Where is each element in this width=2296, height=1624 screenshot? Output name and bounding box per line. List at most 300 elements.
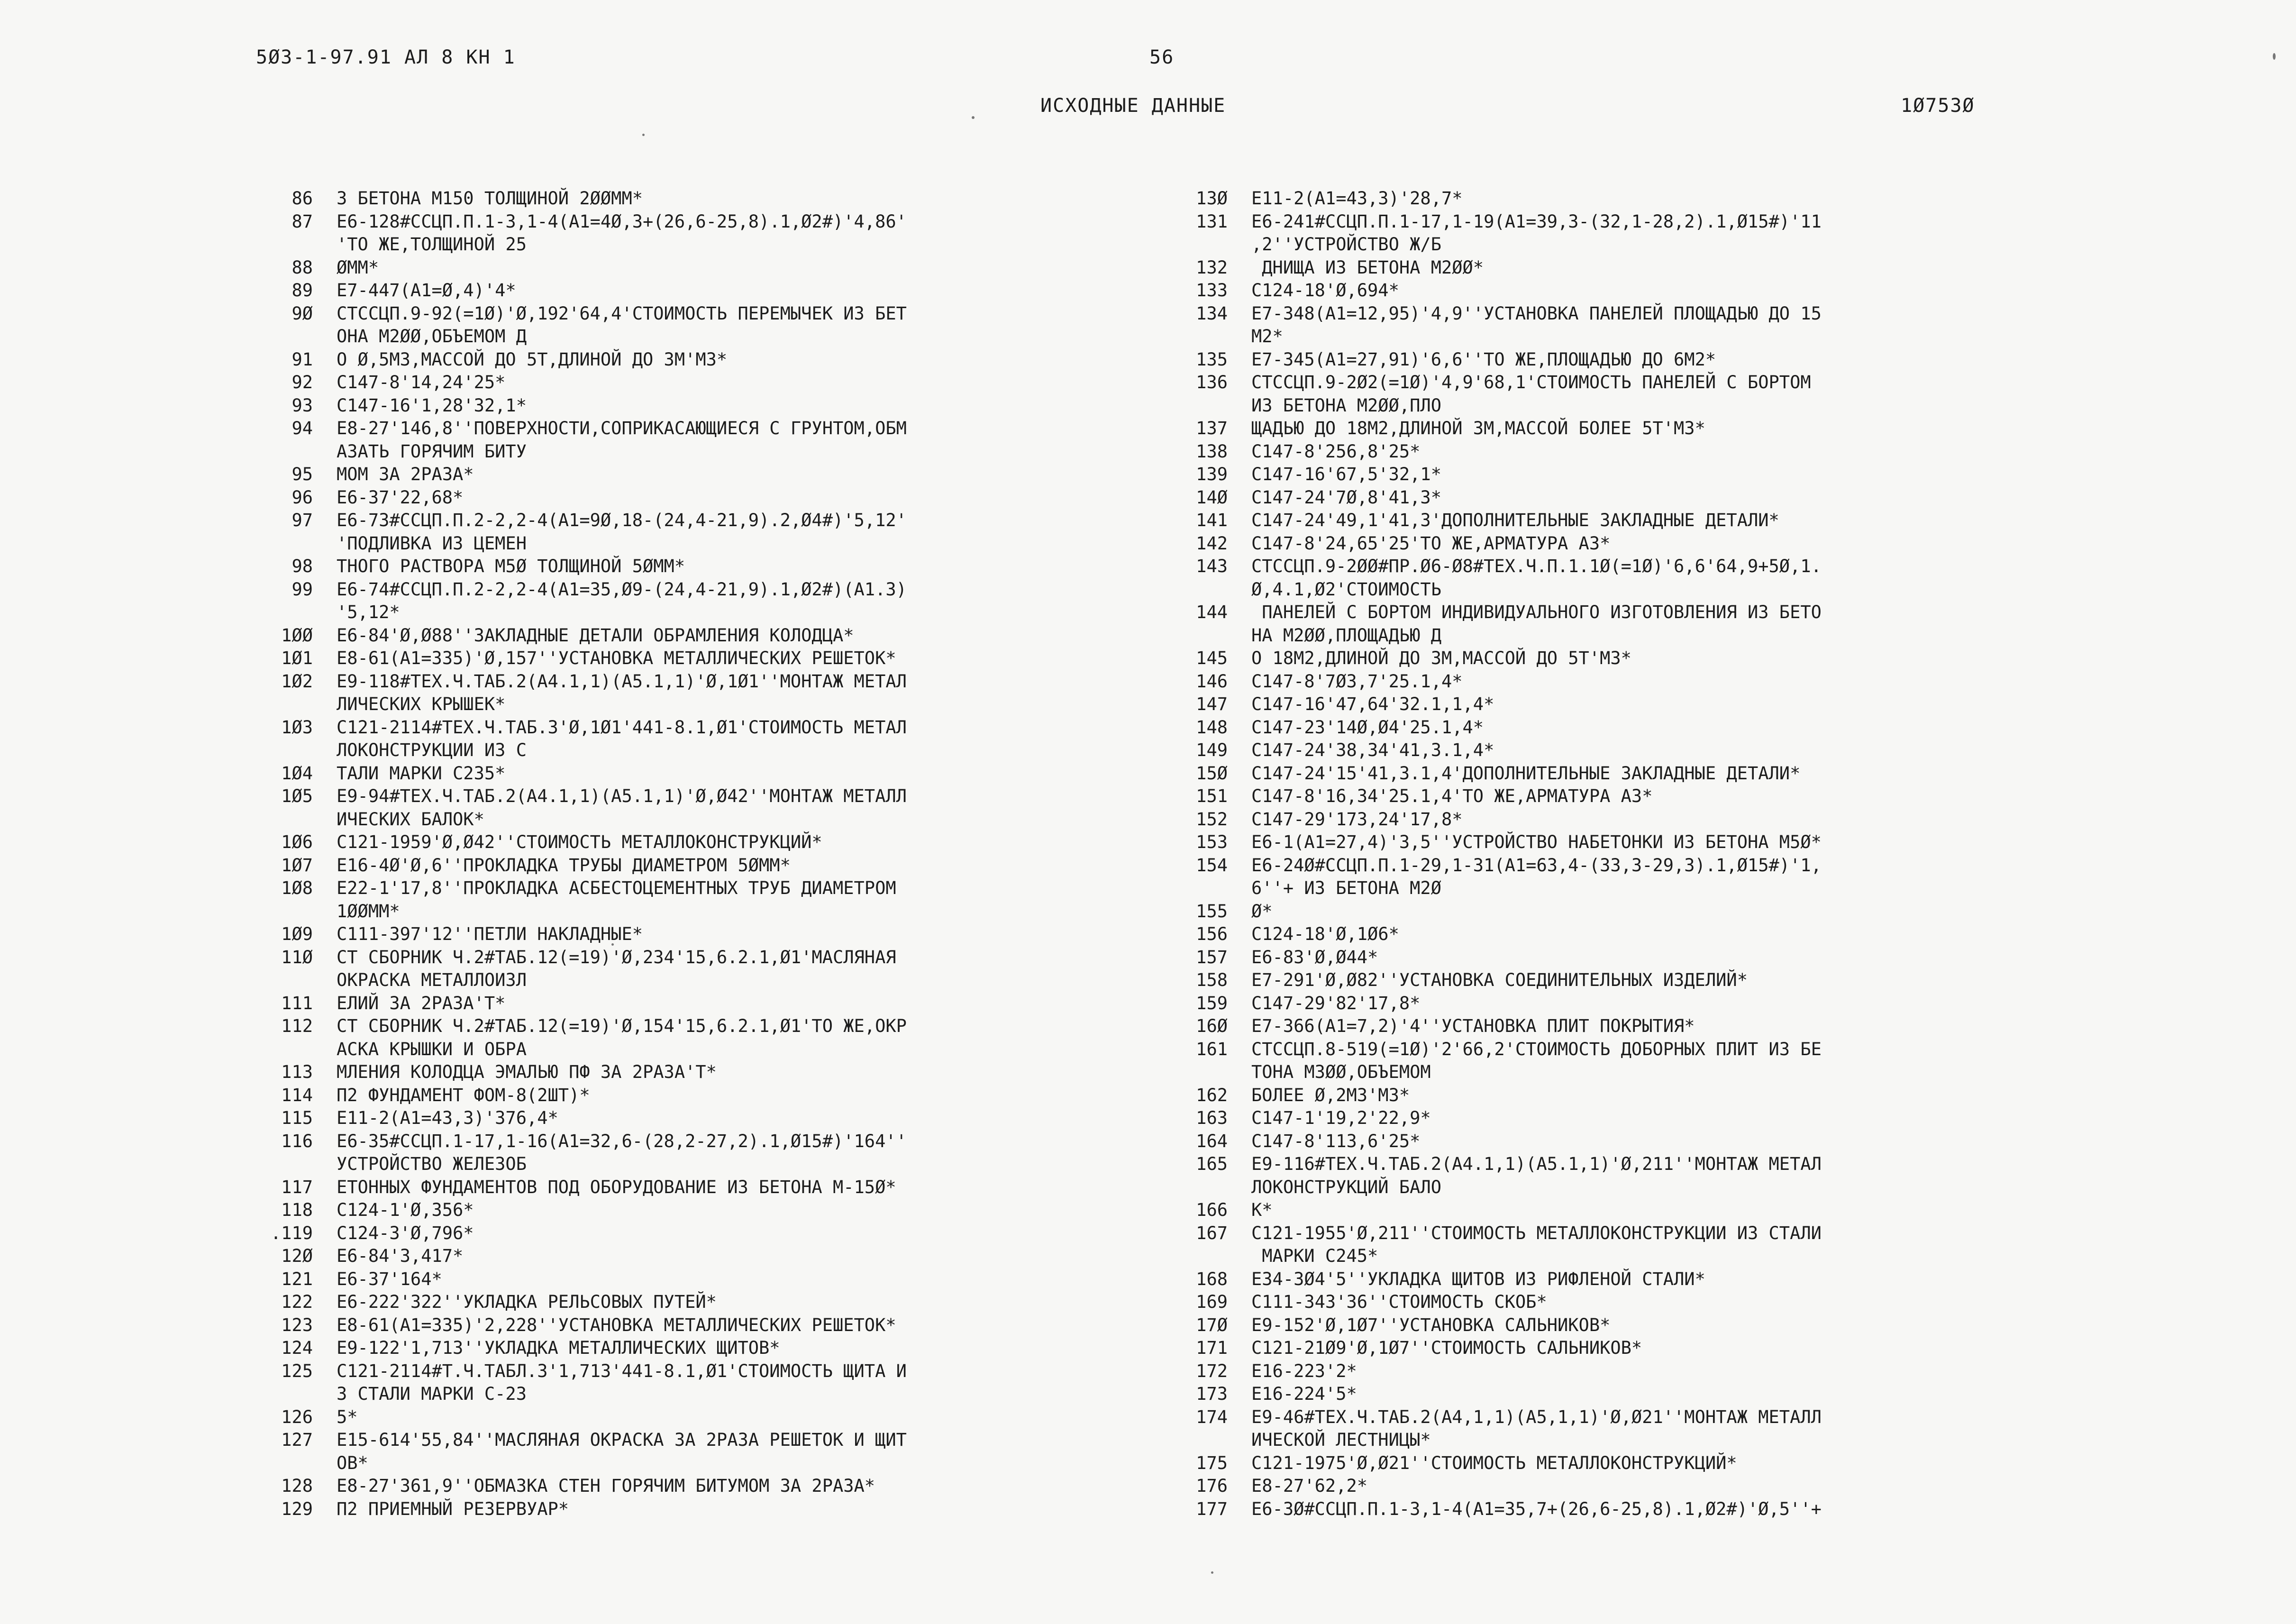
- line-text: ОВ*: [337, 1452, 368, 1473]
- line-text: Е6-37'164*: [337, 1268, 442, 1289]
- line-number: 1Ø7: [281, 855, 313, 876]
- line-text: Е7-366(А1=7,2)'4''УСТАНОВКА ПЛИТ ПОКРЫТИЯ*: [1251, 1016, 1695, 1036]
- line-text: М2*: [1251, 326, 1283, 347]
- line-text: С147-24'7Ø,8'41,3*: [1251, 487, 1441, 508]
- line-text: Е16-224'5*: [1251, 1384, 1357, 1404]
- listing-line: [270, 1176, 1171, 1199]
- line-text: Е34-3Ø4'5''УКЛАДКА ЩИТОВ ИЗ РИФЛЕНОЙ СТАЛИ*: [1251, 1268, 1705, 1289]
- line-text: С124-3'Ø,796*: [337, 1223, 474, 1243]
- scan-speck: [2273, 53, 2276, 60]
- line-number: 94: [292, 418, 313, 438]
- line-text: ИЧЕСКИХ БАЛОК*: [337, 809, 484, 830]
- line-number: 173: [1196, 1384, 1228, 1404]
- line-text: Е8-27'146,8''ПОВЕРХНОСТИ,СОПРИКАСАЮЩИЕСЯ С ГРУНТОМ,ОБМ: [337, 418, 907, 438]
- line-number: 148: [1196, 717, 1228, 738]
- line-text: С147-8'14,24'25*: [337, 372, 506, 392]
- line-text: СТ СБОРНИК Ч.2#ТАБ.12(=19)'Ø,154'15,6.2.1,Ø1'ТО ЖЕ,ОКР: [337, 1016, 907, 1036]
- listing-line: [1185, 1406, 2076, 1429]
- listing-line: [270, 1452, 1171, 1475]
- listing-line: [270, 900, 1171, 923]
- line-text: Е7-345(А1=27,91)'6,6''ТО ЖЕ,ПЛОЩАДЬЮ ДО 6М2*: [1251, 349, 1716, 370]
- line-text: С147-16'47,64'32.1,1,4*: [1251, 694, 1494, 714]
- line-number: 144: [1196, 602, 1228, 622]
- listing-line: [270, 371, 1171, 394]
- line-text: ØММ*: [337, 257, 379, 278]
- line-text: С147-8'113,6'25*: [1251, 1131, 1421, 1151]
- listing-line: [270, 624, 1171, 648]
- listing-line: [1185, 1130, 2076, 1153]
- line-text: Е16-4Ø'Ø,6''ПРОКЛАДКА ТРУБЫ ДИАМЕТРОМ 5ØММ*: [337, 855, 791, 876]
- line-number: 115: [281, 1108, 313, 1128]
- line-number: 138: [1196, 441, 1228, 462]
- line-text: З СТАЛИ МАРКИ С-23: [337, 1384, 527, 1404]
- listing-line: [1185, 1383, 2076, 1406]
- line-text: Е9-152'Ø,1Ø7''УСТАНОВКА САЛЬНИКОВ*: [1251, 1314, 1611, 1335]
- line-number: 172: [1196, 1360, 1228, 1381]
- listing-line: [270, 1314, 1171, 1337]
- line-text: С121-1955'Ø,211''СТОИМОСТЬ МЕТАЛЛОКОНСТРУКЦИИ ИЗ СТАЛИ: [1251, 1223, 1822, 1243]
- line-text: Е7-348(А1=12,95)'4,9''УСТАНОВКА ПАНЕЛЕЙ ПЛОЩАДЬЮ ДО 15: [1251, 303, 1822, 324]
- line-text: ТАЛИ МАРКИ С235*: [337, 763, 506, 784]
- line-number: 98: [292, 556, 313, 576]
- listing-line: [1185, 440, 2076, 464]
- listing-line: [270, 1038, 1171, 1061]
- listing-line: [270, 739, 1171, 762]
- listing-line: [270, 509, 1171, 532]
- line-number: 1Ø1: [281, 648, 313, 668]
- listing-line: [270, 1429, 1171, 1452]
- line-text: МАРКИ С245*: [1251, 1246, 1378, 1266]
- listing-line: [1185, 555, 2076, 578]
- listing-line: [1185, 647, 2076, 670]
- listing-line: [270, 1360, 1171, 1383]
- listing-line: [1185, 1452, 2076, 1475]
- line-text: П2 ФУНДАМЕНТ ФОМ-8(2ШТ)*: [337, 1085, 590, 1105]
- line-number: 113: [281, 1062, 313, 1082]
- line-number: 124: [281, 1338, 313, 1358]
- listing-line: [270, 923, 1171, 946]
- listing-line: [270, 762, 1171, 785]
- listing-line: [270, 969, 1171, 992]
- listing-line: [1185, 1268, 2076, 1291]
- listing-line: [1185, 624, 2076, 648]
- line-number: 146: [1196, 671, 1228, 692]
- line-number: 156: [1196, 924, 1228, 944]
- line-text: С147-24'38,34'41,3.1,4*: [1251, 740, 1494, 760]
- line-number: 14Ø: [1196, 487, 1228, 508]
- line-text: ЛОКОНСТРУКЦИЙ БАЛО: [1251, 1177, 1441, 1197]
- line-text: Е6-84'3,417*: [337, 1246, 464, 1266]
- line-text: ТОНА М3ØØ,ОБЪЕМОМ: [1251, 1062, 1431, 1082]
- listing-line: [1185, 417, 2076, 440]
- line-text: С147-16'1,28'32,1*: [337, 395, 527, 416]
- line-text: О 18М2,ДЛИНОЙ ДО 3М,МАССОЙ ДО 5Т'М3*: [1251, 648, 1631, 668]
- listing-line: [270, 1475, 1171, 1498]
- listing-line: [1185, 1360, 2076, 1383]
- line-number: 13Ø: [1196, 188, 1228, 209]
- listing-line: [1185, 808, 2076, 831]
- line-text: БОЛЕЕ Ø,2М3'М3*: [1251, 1085, 1410, 1105]
- line-number: 145: [1196, 648, 1228, 668]
- line-text: С147-29'82'17,8*: [1251, 993, 1421, 1013]
- line-number: 164: [1196, 1131, 1228, 1151]
- listing-line: [1185, 578, 2076, 602]
- line-text: С147-29'173,24'17,8*: [1251, 809, 1463, 830]
- line-text: 'ПОДЛИВКА ИЗ ЦЕМЕН: [337, 533, 527, 554]
- line-text: 3 БЕТОНА М150 ТОЛЩИНОЙ 2ØØММ*: [337, 188, 643, 209]
- line-text: Е8-61(А1=335)'2,228''УСТАНОВКА МЕТАЛЛИЧЕСКИХ РЕШЕТОК*: [337, 1314, 896, 1335]
- line-text: С121-1959'Ø,Ø42''СТОИМОСТЬ МЕТАЛЛОКОНСТРУКЦИЙ*: [337, 832, 822, 852]
- listing-line: [270, 210, 1171, 234]
- listing-line: [1185, 509, 2076, 532]
- line-text: Е6-241#ССЦП.П.1-17,1-19(А1=39,3-(32,1-28,2).1,Ø15#)'11: [1251, 211, 1822, 232]
- line-text: НА М2ØØ,ПЛОЩАДЬЮ Д: [1251, 625, 1441, 646]
- line-number: 91: [292, 349, 313, 370]
- listing-line: [270, 670, 1171, 693]
- line-text: УСТРОЙСТВО ЖЕЛЕЗОБ: [337, 1154, 527, 1174]
- line-number: 87: [292, 211, 313, 232]
- listing-line: [270, 1498, 1171, 1521]
- listing-line: [1185, 463, 2076, 486]
- line-text: Е8-27'62,2*: [1251, 1476, 1368, 1496]
- line-number: 111: [281, 993, 313, 1013]
- listing-line: [1185, 256, 2076, 280]
- listing-line: [270, 601, 1171, 624]
- line-text: С147-24'49,1'41,3'ДОПОЛНИТЕЛЬНЫЕ ЗАКЛАДНЫЕ ДЕТАЛИ*: [1251, 510, 1779, 530]
- line-text: Ø*: [1251, 901, 1273, 921]
- line-number: 132: [1196, 257, 1228, 278]
- line-number: 147: [1196, 694, 1228, 714]
- line-number: 1Ø8: [281, 878, 313, 898]
- line-text: Е6-37'22,68*: [337, 487, 464, 508]
- line-number: 168: [1196, 1268, 1228, 1289]
- line-text: ЛОКОНСТРУКЦИИ ИЗ С: [337, 740, 527, 760]
- line-number: 1Ø9: [281, 924, 313, 944]
- line-text: Е15-614'55,84''МАСЛЯНАЯ ОКРАСКА ЗА 2РАЗА РЕШЕТОК И ЩИТ: [337, 1430, 907, 1450]
- line-number: 117: [281, 1177, 313, 1197]
- line-number: 135: [1196, 349, 1228, 370]
- line-number: 161: [1196, 1039, 1228, 1059]
- line-text: С124-18'Ø,694*: [1251, 280, 1399, 301]
- line-text: О Ø,5М3,МАССОЙ ДО 5Т,ДЛИНОЙ ДО 3М'М3*: [337, 349, 728, 370]
- line-text: С147-8'24,65'25'ТО ЖЕ,АРМАТУРА А3*: [1251, 533, 1611, 554]
- line-text: П2 ПРИЕМНЫЙ РЕЗЕРВУАР*: [337, 1498, 569, 1519]
- line-number: 116: [281, 1131, 313, 1151]
- line-number: 131: [1196, 211, 1228, 232]
- listing-line: [270, 1084, 1171, 1107]
- line-text: Е9-46#ТЕХ.Ч.ТАБ.2(А4,1,1)(А5,1,1)'Ø,Ø21''МОНТАЖ МЕТАЛЛ: [1251, 1406, 1822, 1427]
- line-text: Е9-94#ТЕХ.Ч.ТАБ.2(А4.1,1)(А5.1,1)'Ø,Ø42''МОНТАЖ МЕТАЛЛ: [337, 786, 907, 806]
- line-number: 123: [281, 1314, 313, 1335]
- listing-line: [1185, 854, 2076, 877]
- right-column: [1185, 187, 2076, 1521]
- listing-line: [270, 440, 1171, 464]
- listing-line: [270, 463, 1171, 486]
- line-text: ОКРАСКА МЕТАЛЛОИЗЛ: [337, 970, 527, 990]
- line-number: 128: [281, 1476, 313, 1496]
- listing-line: [1185, 1314, 2076, 1337]
- scan-speck: [1211, 1571, 1213, 1574]
- line-text: ,2''УСТРОЙСТВО Ж/Б: [1251, 234, 1441, 255]
- listing-line: [270, 854, 1171, 877]
- listing-line: [1185, 877, 2076, 900]
- listing-line: [1185, 1153, 2076, 1176]
- line-text: Е7-291'Ø,Ø82''УСТАНОВКА СОЕДИНИТЕЛЬНЫХ ИЗДЕЛИЙ*: [1251, 970, 1748, 990]
- line-number: 122: [281, 1292, 313, 1312]
- line-text: С147-8'7Ø3,7'25.1,4*: [1251, 671, 1463, 692]
- listing-line: [270, 187, 1171, 210]
- line-number: 176: [1196, 1476, 1228, 1496]
- listing-line: [270, 1245, 1171, 1268]
- line-number: 88: [292, 257, 313, 278]
- line-number: 95: [292, 464, 313, 484]
- line-number: 129: [281, 1498, 313, 1519]
- line-number: 142: [1196, 533, 1228, 554]
- line-text: '5,12*: [337, 602, 400, 622]
- line-number: 163: [1196, 1108, 1228, 1128]
- line-text: С147-1'19,2'22,9*: [1251, 1108, 1431, 1128]
- line-text: ПАНЕЛЕЙ С БОРТОМ ИНДИВИДУАЛЬНОГО ИЗГОТОВЛЕНИЯ ИЗ БЕТО: [1251, 602, 1822, 622]
- page-title: ИСХОДНЫЕ ДАННЫЕ: [1040, 95, 1226, 117]
- line-number: 155: [1196, 901, 1228, 921]
- line-number: 171: [1196, 1338, 1228, 1358]
- line-number: 97: [292, 510, 313, 530]
- listing-line: [1185, 670, 2076, 693]
- listing-line: [1185, 900, 2076, 923]
- scan-speck: [972, 116, 975, 119]
- line-text: 6''+ ИЗ БЕТОНА М2Ø: [1251, 878, 1441, 898]
- line-text: К*: [1251, 1200, 1273, 1220]
- line-text: Е6-83'Ø,Ø44*: [1251, 947, 1378, 967]
- line-text: ЕЛИЙ ЗА 2РАЗА'Т*: [337, 993, 506, 1013]
- listing-line: [1185, 210, 2076, 234]
- listing-line: [270, 992, 1171, 1015]
- listing-line: [270, 256, 1171, 280]
- line-number: 114: [281, 1085, 313, 1105]
- line-number: 143: [1196, 556, 1228, 576]
- line-number: 96: [292, 487, 313, 508]
- line-text: ДНИЩА ИЗ БЕТОНА М2ØØ*: [1251, 257, 1484, 278]
- line-number: 149: [1196, 740, 1228, 760]
- line-number: 175: [1196, 1452, 1228, 1473]
- line-text: Е22-1'17,8''ПРОКЛАДКА АСБЕСТОЦЕМЕНТНЫХ ТРУБ ДИАМЕТРОМ: [337, 878, 896, 898]
- listing-line: [270, 877, 1171, 900]
- line-text: Е6-84'Ø,Ø88''ЗАКЛАДНЫЕ ДЕТАЛИ ОБРАМЛЕНИЯ КОЛОДЦА*: [337, 625, 854, 646]
- listing-line: [270, 486, 1171, 510]
- document-code: 5Ø3-1-97.91 АЛ 8 КН 1: [256, 46, 516, 68]
- listing-line: [1185, 739, 2076, 762]
- line-number: 174: [1196, 1406, 1228, 1427]
- listing-line: [1185, 233, 2076, 256]
- line-text: Е8-61(А1=335)'Ø,157''УСТАНОВКА МЕТАЛЛИЧЕСКИХ РЕШЕТОК*: [337, 648, 896, 668]
- listing-line: [1185, 992, 2076, 1015]
- listing-line: [270, 1015, 1171, 1038]
- line-number: 151: [1196, 786, 1228, 806]
- line-number: 134: [1196, 303, 1228, 324]
- line-text: 'ТО ЖЕ,ТОЛЩИНОЙ 25: [337, 234, 527, 255]
- line-number: 152: [1196, 809, 1228, 830]
- listing-line: [270, 1222, 1171, 1245]
- line-text: ЛИЧЕСКИХ КРЫШЕК*: [337, 694, 506, 714]
- line-text: С147-24'15'41,3.1,4'ДОПОЛНИТЕЛЬНЫЕ ЗАКЛАДНЫЕ ДЕТАЛИ*: [1251, 763, 1801, 784]
- line-text: 5*: [337, 1406, 358, 1427]
- line-number: 16Ø: [1196, 1016, 1228, 1036]
- line-number: 126: [281, 1406, 313, 1427]
- line-number: 99: [292, 579, 313, 600]
- line-number: 12Ø: [281, 1246, 313, 1266]
- line-text: ТНОГО РАСТВОРА М5Ø ТОЛЩИНОЙ 5ØММ*: [337, 556, 685, 576]
- listing-line: [1185, 325, 2076, 348]
- line-number: 9Ø: [292, 303, 313, 324]
- line-text: Е6-74#ССЦП.П.2-2,2-4(А1=35,Ø9-(24,4-21,9).1,Ø2#)(А1.3): [337, 579, 907, 600]
- listing-line: [270, 532, 1171, 556]
- line-number: 136: [1196, 372, 1228, 392]
- line-text: Е6-3Ø#ССЦП.П.1-3,1-4(А1=35,7+(26,6-25,8).1,Ø2#)'Ø,5''+: [1251, 1498, 1822, 1519]
- listing-line: [1185, 1107, 2076, 1130]
- line-text: Ø,4.1,Ø2'СТОИМОСТЬ: [1251, 579, 1441, 600]
- listing-line: [1185, 601, 2076, 624]
- listing-line: [1185, 1061, 2076, 1084]
- listing-line: [270, 417, 1171, 440]
- line-number: 153: [1196, 832, 1228, 852]
- listing-line: [270, 302, 1171, 326]
- listing-line: [270, 1268, 1171, 1291]
- line-text: Е7-447(А1=Ø,4)'4*: [337, 280, 516, 301]
- line-text: Е9-122'1,713''УКЛАДКА МЕТАЛЛИЧЕСКИХ ЩИТОВ*: [337, 1338, 780, 1358]
- listing-line: [270, 578, 1171, 602]
- line-text: Е6-222'322''УКЛАДКА РЕЛЬСОВЫХ ПУТЕЙ*: [337, 1292, 717, 1312]
- line-number: 17Ø: [1196, 1314, 1228, 1335]
- line-text: АСКА КРЫШКИ И ОБРА: [337, 1039, 527, 1059]
- line-text: Е6-128#ССЦП.П.1-3,1-4(А1=4Ø,3+(26,6-25,8).1,Ø2#)'4,86': [337, 211, 907, 232]
- listing-line: [1185, 1245, 2076, 1268]
- listing-line: [270, 831, 1171, 854]
- listing-line: [270, 1291, 1171, 1314]
- listing-line: [270, 785, 1171, 808]
- listing-line: [1185, 1337, 2076, 1360]
- line-text: С111-397'12''ПЕТЛИ НАКЛАДНЫЕ*: [337, 924, 643, 944]
- listing-line: [270, 233, 1171, 256]
- listing-line: [1185, 1015, 2076, 1038]
- line-number: 1Ø3: [281, 717, 313, 738]
- line-number: 159: [1196, 993, 1228, 1013]
- listing-line: [1185, 1084, 2076, 1107]
- listing-line: [1185, 486, 2076, 510]
- page-number: 56: [1149, 46, 1175, 68]
- line-number: 157: [1196, 947, 1228, 967]
- listing-line: [1185, 716, 2076, 739]
- listing-line: [270, 808, 1171, 831]
- line-number: 93: [292, 395, 313, 416]
- line-number: 1Ø4: [281, 763, 313, 784]
- listing-line: [270, 555, 1171, 578]
- line-text: Е6-73#ССЦП.П.2-2,2-4(А1=9Ø,18-(24,4-21,9).2,Ø4#)'5,12': [337, 510, 907, 530]
- listing-line: [1185, 1498, 2076, 1521]
- line-text: С121-1975'Ø,Ø21''СТОИМОСТЬ МЕТАЛЛОКОНСТРУКЦИЙ*: [1251, 1452, 1737, 1473]
- listing-line: [1185, 187, 2076, 210]
- line-text: Е6-35#ССЦП.1-17,1-16(А1=32,6-(28,2-27,2).1,Ø15#)'164'': [337, 1131, 907, 1151]
- line-number: .119: [270, 1223, 313, 1243]
- listing-line: [1185, 923, 2076, 946]
- line-number: 112: [281, 1016, 313, 1036]
- line-number: 169: [1196, 1292, 1228, 1312]
- listing-line: [270, 394, 1171, 418]
- listing-line: [270, 1153, 1171, 1176]
- line-number: 11Ø: [281, 947, 313, 967]
- listing-line: [1185, 762, 2076, 785]
- listing-line: [270, 348, 1171, 372]
- listing-line: [1185, 532, 2076, 556]
- scan-speck: [642, 134, 645, 136]
- line-text: Е6-1(А1=27,4)'3,5''УСТРОЙСТВО НАБЕТОНКИ ИЗ БЕТОНА М5Ø*: [1251, 832, 1822, 852]
- line-number: 167: [1196, 1223, 1228, 1243]
- line-text: ЩАДЬЮ ДО 18М2,ДЛИНОЙ 3М,МАССОЙ БОЛЕЕ 5Т'М3*: [1251, 418, 1705, 438]
- line-number: 154: [1196, 855, 1228, 876]
- listing-line: [270, 946, 1171, 969]
- line-number: 125: [281, 1360, 313, 1381]
- line-number: 89: [292, 280, 313, 301]
- listing-line: [1185, 785, 2076, 808]
- line-text: СТССЦП.9-2Ø2(=1Ø)'4,9'68,1'СТОИМОСТЬ ПАНЕЛЕЙ С БОРТОМ: [1251, 372, 1811, 392]
- line-text: СТ СБОРНИК Ч.2#ТАБ.12(=19)'Ø,234'15,6.2.1,Ø1'МАСЛЯНАЯ: [337, 947, 896, 967]
- listing-line: [1185, 969, 2076, 992]
- line-text: Е6-24Ø#ССЦП.П.1-29,1-31(А1=63,4-(33,3-29,3).1,Ø15#)'1,: [1251, 855, 1822, 876]
- line-text: СТССЦП.9-92(=1Ø)'Ø,192'64,4'СТОИМОСТЬ ПЕРЕМЫЧЕК ИЗ БЕТ: [337, 303, 907, 324]
- line-number: 15Ø: [1196, 763, 1228, 784]
- line-number: 137: [1196, 418, 1228, 438]
- listing-line: [270, 1383, 1171, 1406]
- line-text: ЕТОННЫХ ФУНДАМЕНТОВ ПОД ОБОРУДОВАНИЕ ИЗ БЕТОНА М-15Ø*: [337, 1177, 896, 1197]
- line-text: С147-16'67,5'32,1*: [1251, 464, 1441, 484]
- line-number: 1Ø5: [281, 786, 313, 806]
- listing-line: [1185, 1176, 2076, 1199]
- listing-line: [270, 279, 1171, 302]
- listing-line: [270, 1130, 1171, 1153]
- listing-line: [1185, 831, 2076, 854]
- line-text: СТССЦП.8-519(=1Ø)'2'66,2'СТОИМОСТЬ ДОБОРНЫХ ПЛИТ ИЗ БЕ: [1251, 1039, 1822, 1059]
- listing-line: [1185, 1038, 2076, 1061]
- line-text: МОМ ЗА 2РАЗА*: [337, 464, 474, 484]
- line-number: 165: [1196, 1154, 1228, 1174]
- listing-line: [270, 325, 1171, 348]
- line-text: МЛЕНИЯ КОЛОДЦА ЭМАЛЬЮ ПФ ЗА 2РАЗА'Т*: [337, 1062, 717, 1082]
- line-text: СТССЦП.9-2ØØ#ПР.Ø6-Ø8#ТЕХ.Ч.П.1.1Ø(=1Ø)'6,6'64,9+5Ø,1.: [1251, 556, 1822, 576]
- line-text: С111-343'36''СТОИМОСТЬ СКОБ*: [1251, 1292, 1547, 1312]
- listing-line: [270, 1406, 1171, 1429]
- line-text: 1ØØММ*: [337, 901, 400, 921]
- line-number: 121: [281, 1268, 313, 1289]
- line-number: 86: [292, 188, 313, 209]
- line-number: 162: [1196, 1085, 1228, 1105]
- line-text: С147-8'256,8'25*: [1251, 441, 1421, 462]
- listing-line: [1185, 348, 2076, 372]
- line-text: С124-18'Ø,1Ø6*: [1251, 924, 1399, 944]
- line-text: ИЗ БЕТОНА М2ØØ,ПЛО: [1251, 395, 1441, 416]
- line-text: Е11-2(А1=43,3)'28,7*: [1251, 188, 1463, 209]
- line-text: С147-23'14Ø,Ø4'25.1,4*: [1251, 717, 1484, 738]
- line-text: С121-2114#Т.Ч.ТАБЛ.3'1,713'441-8.1,Ø1'СТОИМОСТЬ ЩИТА И: [337, 1360, 907, 1381]
- listing-line: [270, 716, 1171, 739]
- line-text: С121-21Ø9'Ø,1Ø7''СТОИМОСТЬ САЛЬНИКОВ*: [1251, 1338, 1642, 1358]
- line-number: 141: [1196, 510, 1228, 530]
- line-number: 1Ø2: [281, 671, 313, 692]
- line-text: ОНА М2ØØ,ОБЪЕМОМ Д: [337, 326, 527, 347]
- listing-line: [270, 1061, 1171, 1084]
- listing-line: [270, 1199, 1171, 1222]
- listing-line: [1185, 1291, 2076, 1314]
- line-text: С121-2114#ТЕХ.Ч.ТАБ.3'Ø,1Ø1'441-8.1,Ø1'СТОИМОСТЬ МЕТАЛ: [337, 717, 907, 738]
- listing-line: [1185, 394, 2076, 418]
